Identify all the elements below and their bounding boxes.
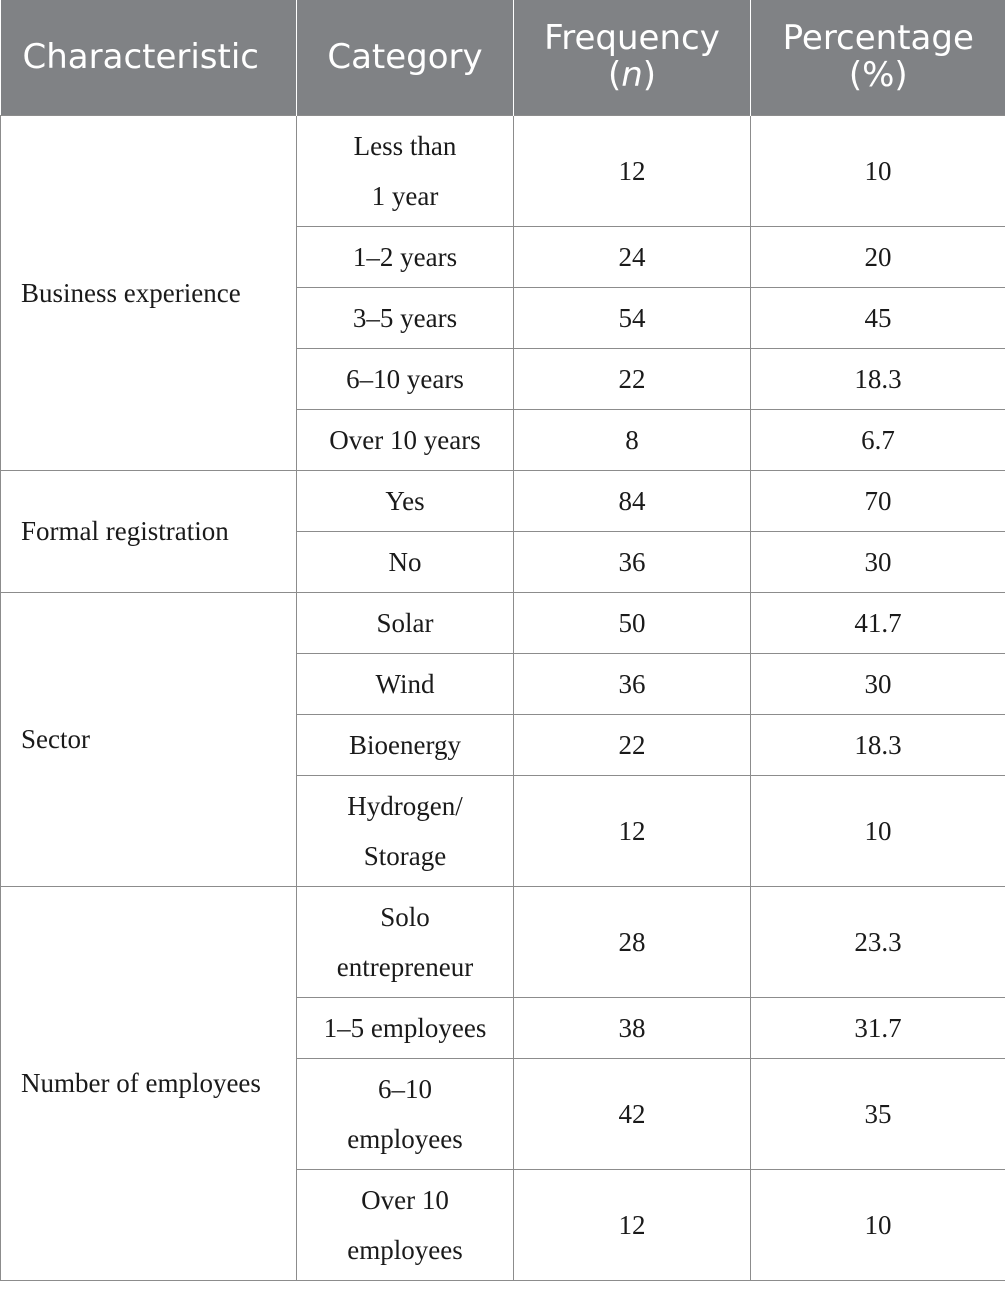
percentage-cell: 35 <box>751 1058 1005 1169</box>
category-cell <box>297 409 514 470</box>
header-category: Category <box>297 0 514 115</box>
header-percentage <box>751 0 1005 115</box>
category-cell <box>297 226 514 287</box>
percentage-cell: 20 <box>751 226 1005 287</box>
category-cell <box>297 115 514 226</box>
category-cell <box>297 470 514 531</box>
frequency-cell: 36 <box>514 531 751 592</box>
category-line: entrepreneur <box>336 951 474 982</box>
frequency-cell: 12 <box>514 115 751 226</box>
category-cell <box>297 348 514 409</box>
frequency-cell: 36 <box>514 653 751 714</box>
percentage-cell: 31.7 <box>751 997 1005 1058</box>
percentage-cell: 41.7 <box>751 592 1005 653</box>
header-percentage-unit: (%) <box>848 55 908 96</box>
category-line: Solo <box>380 901 430 932</box>
percentage-cell: 10 <box>751 115 1005 226</box>
table-header <box>1 0 1005 115</box>
frequency-cell: 28 <box>514 886 751 997</box>
frequency-cell: 42 <box>514 1058 751 1169</box>
table-row <box>1 886 1005 997</box>
category-line: Yes <box>385 485 425 516</box>
category-cell <box>297 775 514 886</box>
characteristic-cell: Number of employees <box>1 886 297 1280</box>
category-line: Over 10 years <box>329 424 481 455</box>
frequency-cell: 12 <box>514 1169 751 1280</box>
category-cell <box>297 592 514 653</box>
table-row <box>1 470 1005 531</box>
category-line: 3–5 years <box>352 302 458 333</box>
header-frequency-n: n <box>621 55 643 96</box>
category-line: Bioenergy <box>349 729 461 760</box>
category-line: No <box>388 546 422 577</box>
percentage-cell: 18.3 <box>751 714 1005 775</box>
percentage-cell: 18.3 <box>751 348 1005 409</box>
percentage-cell: 6.7 <box>751 409 1005 470</box>
category-line: 6–10 years <box>346 363 464 394</box>
frequency-cell: 22 <box>514 348 751 409</box>
frequency-cell: 38 <box>514 997 751 1058</box>
category-line: Over 10 <box>361 1184 449 1215</box>
frequency-cell: 8 <box>514 409 751 470</box>
frequency-cell: 50 <box>514 592 751 653</box>
category-cell <box>297 531 514 592</box>
table-row <box>1 115 1005 226</box>
characteristic-cell: Business experience <box>1 115 297 470</box>
frequency-cell: 84 <box>514 470 751 531</box>
frequency-cell: 12 <box>514 775 751 886</box>
percentage-cell: 23.3 <box>751 886 1005 997</box>
header-frequency-open: ( <box>607 55 622 96</box>
category-line: Solar <box>376 607 434 638</box>
percentage-cell: 45 <box>751 287 1005 348</box>
percentage-cell: 10 <box>751 775 1005 886</box>
category-line: employees <box>347 1234 463 1265</box>
category-cell <box>297 886 514 997</box>
frequency-cell: 24 <box>514 226 751 287</box>
category-line: 1–5 employees <box>323 1012 487 1043</box>
percentage-cell: 30 <box>751 531 1005 592</box>
characteristic-cell: Sector <box>1 592 297 886</box>
category-cell <box>297 1058 514 1169</box>
percentage-cell: 30 <box>751 653 1005 714</box>
category-cell <box>297 714 514 775</box>
percentage-cell: 10 <box>751 1169 1005 1280</box>
frequency-cell: 54 <box>514 287 751 348</box>
category-line: Less than <box>353 130 457 161</box>
category-line: 6–10 <box>378 1073 432 1104</box>
percentage-cell: 70 <box>751 470 1005 531</box>
header-frequency <box>514 0 751 115</box>
category-cell <box>297 1169 514 1280</box>
header-characteristic: Characteristic <box>1 0 297 115</box>
frequency-cell: 22 <box>514 714 751 775</box>
category-line: 1 year <box>371 180 439 211</box>
category-cell <box>297 653 514 714</box>
category-line: Wind <box>375 668 435 699</box>
characteristic-cell: Formal registration <box>1 470 297 592</box>
header-percentage-label: Percentage <box>782 18 974 59</box>
category-cell <box>297 997 514 1058</box>
category-line: employees <box>347 1123 463 1154</box>
table-row <box>1 592 1005 653</box>
category-cell <box>297 287 514 348</box>
category-line: Storage <box>363 840 447 871</box>
header-frequency-label: Frequency <box>544 18 720 59</box>
table-body <box>1 115 1005 1280</box>
header-frequency-close: ) <box>642 55 657 96</box>
category-line: 1–2 years <box>352 241 458 272</box>
header-row <box>1 0 1005 115</box>
category-line: Hydrogen/ <box>347 790 463 821</box>
